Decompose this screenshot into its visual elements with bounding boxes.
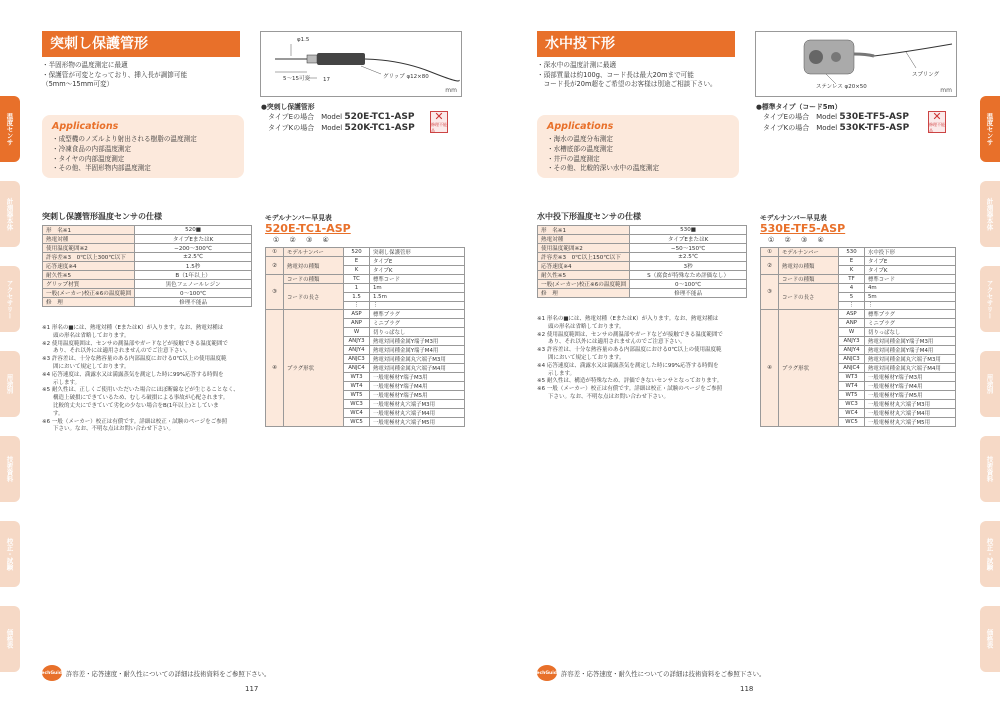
mq-row: ANJY4 熱電対同種金属Y端子M4用 — [266, 346, 465, 355]
mq-row: WC5 一般電極材丸穴端子M5用 — [266, 418, 465, 427]
side-tab[interactable]: アクセサリー — [0, 266, 20, 332]
mq-row: WC4 一般電極材丸穴端子M4用 — [761, 409, 956, 418]
side-tab[interactable]: 用途別 — [0, 351, 20, 417]
side-tab[interactable]: 温度センサ — [0, 96, 20, 162]
left-product-diagram: φ1.5 5～15可変 17 グリップ φ12×80 mm — [260, 31, 462, 97]
left-notes: ※1 形名の■には、熱電対種（EまたはK）が入ります。なお、熱電対種は 頭の形名は省略しております。 ※2 使用温度範囲は、センサの測温部やガードなどが接触できる温度範囲で あり、それ以外には適用されませんのでご注意下さい。 ※3 許容差は、十分な熱容量のある内部温度における0℃以上の使用温度範 囲において規定しております。 ※4 応答速度は、満露水又は満露蒸気を測定した時に99%応答する時間を 示します。 ※5 耐久性は、正しくご使用いただいた場合にほぼ断線などが生じることなく、 構造上破損にできているため、むしろ破損による事故が心配されます。 比較的丈夫にできていて劣化の少ない場合をB(1年以上)としていま す。 ※6 一般（メーカー）校正は有償です。詳細は校正・試験のページをご参照 下さい。なお、不明な点はお問い合わせ下さい。 — [42, 325, 239, 433]
left-model-quick-code: 520E-TC1-ASP — [265, 222, 351, 235]
spec-row: 使用温度範囲※2 −200～300℃ — [43, 244, 252, 253]
left-page-title: 突刺し保護管形 — [42, 31, 240, 57]
mq-row: ① モデルナンバー 520 突刺し保護管形 — [266, 248, 465, 257]
mq-row: WT3 一般電極材Y端子M3用 — [761, 373, 956, 382]
mq-row: WT4 一般電極材Y端子M4用 — [761, 382, 956, 391]
mq-row: ANJY4 熱電対同種金属Y端子M4用 — [761, 346, 956, 355]
mq-row: 1.5 1.5m — [266, 292, 465, 301]
mq-row: 5 5m — [761, 292, 956, 301]
right-model-list: タイプEの場合 Model 530E-TF5-ASP タイプKの場合 Model 530K-TF5-ASP — [763, 112, 910, 133]
mq-row: WC3 一般電極材丸穴端子M3用 — [266, 400, 465, 409]
left-spec-title: 突刺し保護管形温度センサの仕様 — [42, 212, 162, 221]
left-bullets: ・半固形物の温度測定に最適 ・保護管が可変となっており、挿入長が調節可能 （5mm～15mm可変） — [42, 61, 188, 88]
mq-row: ANJC4 熱電対同種金属丸穴端子M4用 — [761, 364, 956, 373]
right-notes: ※1 形名の■には、熱電対種（EまたはK）が入ります。なお、熱電対種は 頭の形名は省略しております。 ※2 使用温度範囲は、センサの測温部やガードなどが接触できる温度範囲で あり、それ以外には適用されませんのでご注意下さい。 ※3 許容差は、十分な熱容量のある内部温度における0℃以上の使用温度範 囲において規定しております。 ※4 応答速度は、満露水又は満露蒸気を測定した時に99%応答する時間を 示します。 ※5 耐久性は、構造が特殊なため、評価できないセンサとなっております。 ※6 一般（メーカー）校正は有償です。詳細は校正・試験のページをご参照 下さい。なお、不明な点はお問い合わせ下さい。 — [537, 316, 723, 400]
left-applications-box: Applications ・成型機のノズルより射出される樹脂の温度測定 ・冷凍食品の内部温度測定 ・タイヤの内部温度測定 ・その他、半固形物内部温度測定 — [42, 115, 244, 178]
left-model-quick-title: モデルナンバー早見表 — [265, 214, 332, 222]
spec-row: 修 理 修理不能品 — [43, 298, 252, 307]
mq-row: ③ コードの種類 TC 標準コード — [266, 275, 465, 284]
side-tab[interactable]: 技術資料 — [980, 436, 1000, 502]
no-repair-icon: ✕ 修理不能品 — [431, 109, 447, 133]
side-tab[interactable]: 価格表 — [0, 606, 20, 672]
right-model-quick-table — [760, 247, 956, 427]
right-product-diagram: ステンレス φ20×50 スプリング mm — [755, 31, 957, 97]
mq-row: W 切りっぱなし — [266, 328, 465, 337]
tech-guide-icon: TechGuide — [42, 665, 62, 681]
right-model-heading: ●標準タイプ（コード5m） — [756, 103, 842, 111]
spec-row: 使用温度範囲※2 −50～150℃ — [538, 244, 747, 253]
left-footer-note: 許容差・応答速度・耐久性についての詳細は技術資料をご参照下さい。 — [66, 670, 271, 678]
mq-row: ④ プラグ形状 ASP 標準プラグ — [761, 310, 956, 319]
spec-row: 熱電対種 タイプEまたはK — [43, 235, 252, 244]
mq-row: ANJC3 熱電対同種金属丸穴端子M3用 — [266, 355, 465, 364]
tech-guide-icon: TechGuide — [537, 665, 557, 681]
mq-row: コードの長さ 1 1m — [266, 284, 465, 293]
right-model-quick-positions: ① ② ③ ④ — [768, 236, 828, 244]
side-tab[interactable]: 温度センサ — [980, 96, 1000, 162]
no-repair-icon: ✕ 修理不能品 — [929, 109, 945, 133]
right-model-quick-title: モデルナンバー早見表 — [760, 214, 827, 222]
side-tab[interactable]: 計測器本体 — [0, 181, 20, 247]
spec-row: 熱電対種 タイプEまたはK — [538, 235, 747, 244]
left-spec-table — [42, 225, 252, 307]
side-tab[interactable]: 計測器本体 — [980, 181, 1000, 247]
mq-row: ⋮ ⋮ — [266, 301, 465, 310]
mq-row: ANJY3 熱電対同種金属Y端子M3用 — [266, 337, 465, 346]
mq-row: WT3 一般電極材Y端子M3用 — [266, 373, 465, 382]
mq-row: ④ プラグ形状 ASP 標準プラグ — [266, 310, 465, 319]
spec-row: 耐久性※5 B（1年以上） — [43, 271, 252, 280]
mq-row: コードの長さ 4 4m — [761, 284, 956, 293]
mq-row: ① モデルナンバー 530 水中投下形 — [761, 248, 956, 257]
mq-row: WC5 一般電極材丸穴端子M5用 — [761, 418, 956, 427]
mq-row: W 切りっぱなし — [761, 328, 956, 337]
side-tab[interactable]: 校正・試験 — [980, 521, 1000, 587]
spec-row: 形 名※1 520■ — [43, 226, 252, 235]
mq-row: WT5 一般電極材Y端子M5用 — [761, 391, 956, 400]
mq-row: ANJC4 熱電対同種金属丸穴端子M4用 — [266, 364, 465, 373]
spec-row: 応答速度※4 1.5秒 — [43, 262, 252, 271]
mq-row: ② 熱電対の種類 E タイプE — [761, 257, 956, 266]
spec-row: グリップ材質 黒色フェノールレジン — [43, 280, 252, 289]
mq-row: WT5 一般電極材Y端子M5用 — [266, 391, 465, 400]
side-tab[interactable]: 技術資料 — [0, 436, 20, 502]
left-model-heading: ●突刺し保護管形 — [261, 103, 315, 111]
mq-row: ANP ミニプラグ — [761, 319, 956, 328]
left-model-list: タイプEの場合 Model 520E-TC1-ASP タイプKの場合 Model 520K-TC1-ASP — [268, 112, 415, 133]
side-tab[interactable]: 用途別 — [980, 351, 1000, 417]
mq-row: ② 熱電対の種類 E タイプE — [266, 257, 465, 266]
mq-row: WC4 一般電極材丸穴端子M4用 — [266, 409, 465, 418]
mq-row: K タイプK — [761, 266, 956, 275]
right-spec-table — [537, 225, 747, 298]
spec-row: 一般(メーカー)校正※6の温度範囲 0～100℃ — [538, 280, 747, 289]
mq-row: ⋮ ⋮ — [761, 301, 956, 310]
right-page-title: 水中投下形 — [537, 31, 735, 57]
mq-row: ANJC3 熱電対同種金属丸穴端子M3用 — [761, 355, 956, 364]
spec-row: 形 名※1 530■ — [538, 226, 747, 235]
side-tab[interactable]: 校正・試験 — [0, 521, 20, 587]
left-model-quick-positions: ① ② ③ ④ — [273, 236, 333, 244]
mq-row: K タイプK — [266, 266, 465, 275]
mq-row: ANP ミニプラグ — [266, 319, 465, 328]
spec-row: 許容差※3 0℃以上300℃以下 ±2.5℃ — [43, 253, 252, 262]
mq-row: WC3 一般電極材丸穴端子M3用 — [761, 400, 956, 409]
spec-row: 一般(メーカー)校正※6の温度範囲 0～100℃ — [43, 289, 252, 298]
right-applications-box: Applications ・海水の温度分布測定 ・水槽底部の温度測定 ・井戸の温度測定 ・その他、比較的深い水中の温度測定 — [537, 115, 739, 178]
side-tab[interactable]: 価格表 — [980, 606, 1000, 672]
left-model-quick-table — [265, 247, 465, 427]
mq-row: ANJY3 熱電対同種金属Y端子M3用 — [761, 337, 956, 346]
right-page-number: 118 — [740, 685, 754, 693]
mq-row: ③ コードの種類 TF 標準コード — [761, 275, 956, 284]
right-bullets: ・深水中の温度計測に最適 ・頭部質量は約100g、コード長は最大20mまで可能 コード長が20m超をご希望のお客様は別途ご相談下さい。 — [537, 61, 717, 88]
right-spec-title: 水中投下形温度センサの仕様 — [537, 212, 641, 221]
spec-row: 許容差※3 0℃以上150℃以下 ±2.5℃ — [538, 253, 747, 262]
spec-row: 修 理 修理不能品 — [538, 289, 747, 298]
side-tab[interactable]: アクセサリー — [980, 266, 1000, 332]
mq-row: WT4 一般電極材Y端子M4用 — [266, 382, 465, 391]
left-page-number: 117 — [245, 685, 259, 693]
right-footer-note: 許容差・応答速度・耐久性についての詳細は技術資料をご参照下さい。 — [561, 670, 766, 678]
spec-row: 応答速度※4 3秒 — [538, 262, 747, 271]
spec-row: 耐久性※5 S（腐食が特殊なため評価なし） — [538, 271, 747, 280]
right-model-quick-code: 530E-TF5-ASP — [760, 222, 846, 235]
